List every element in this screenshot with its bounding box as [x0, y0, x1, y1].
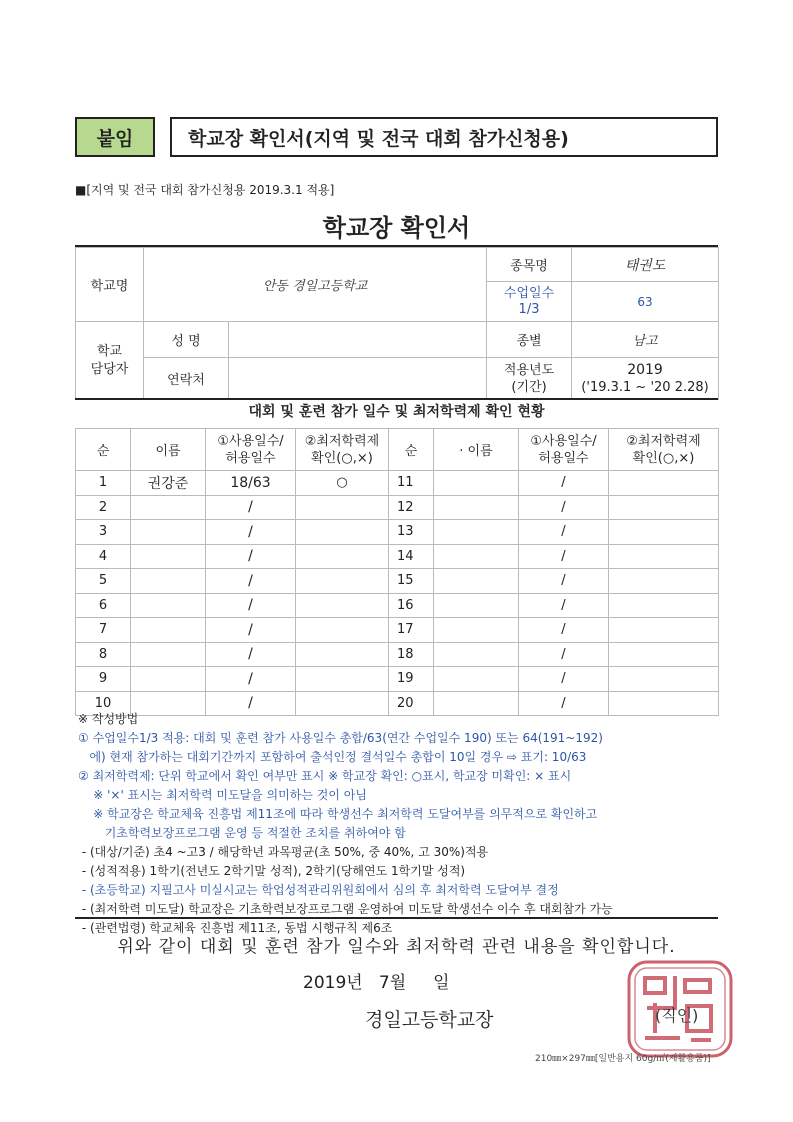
used-days: / [206, 667, 296, 692]
student-name [131, 593, 206, 618]
principal-signature: 경일고등학교장 [365, 1009, 494, 1031]
table-row [76, 520, 719, 545]
used-days: / [206, 642, 296, 667]
instruction-line: - (관련법령) 학교체육 진흥법 제11조, 동법 시행규칙 제6조 [78, 921, 393, 935]
instruction-line: ※ 학교장은 학교체육 진흥법 제11조에 따라 학생선수 최저학력 도달여부를 의무적으로 확인하고 [78, 807, 598, 821]
application-note: ■[지역 및 전국 대회 참가신청용 2019.3.1 적용] [75, 183, 335, 197]
header-no: 순 [76, 429, 131, 471]
header-used-days: ①사용일수/ 허용일수 [206, 429, 296, 471]
min-academic-check [296, 520, 389, 545]
student-name [131, 520, 206, 545]
student-name-right [434, 569, 519, 594]
used-days-right: / [519, 520, 609, 545]
page-title: 학교장 확인서 [322, 214, 471, 242]
student-name-right [434, 471, 519, 496]
used-days: / [206, 618, 296, 643]
instruction-line: 기초학력보장프로그램 운영 등 적절한 조치를 취하여야 함 [78, 826, 406, 840]
student-name-right [434, 667, 519, 692]
min-academic-check [296, 544, 389, 569]
contact-value [229, 358, 487, 400]
document-heading: 학교장 확인서(지역 및 전국 대회 참가신청용) [170, 117, 718, 157]
header-name: 이름 [131, 429, 206, 471]
row-number-right: 19 [389, 667, 434, 692]
row-number: 4 [76, 544, 131, 569]
row-number-right: 15 [389, 569, 434, 594]
name-label: 성 명 [144, 322, 229, 358]
used-days: / [206, 569, 296, 594]
instruction-line: ※ '×' 표시는 최저학력 미도달을 의미하는 것이 아님 [78, 788, 367, 802]
row-number-right: 12 [389, 495, 434, 520]
name-value [229, 322, 487, 358]
student-name-right [434, 593, 519, 618]
row-number: 1 [76, 471, 131, 496]
student-name-right [434, 495, 519, 520]
min-academic-check-right [609, 520, 719, 545]
used-days-right: / [519, 544, 609, 569]
attachment-badge: 붙임 [75, 117, 155, 157]
class-days-label: 수업일수 1/3 [487, 282, 572, 322]
student-name-right [434, 520, 519, 545]
min-academic-check-right [609, 495, 719, 520]
row-number-right: 16 [389, 593, 434, 618]
row-number: 7 [76, 618, 131, 643]
used-days-right: / [519, 618, 609, 643]
student-name [131, 618, 206, 643]
row-number: 9 [76, 667, 131, 692]
used-days-right: / [519, 495, 609, 520]
school-label: 학교명 [76, 248, 144, 322]
instruction-line: ① 수업일수1/3 적용: 대회 및 훈련 참가 사용일수 총합/63(연간 수업일수 190) 또는 64(191~192) [78, 731, 603, 745]
min-academic-check-right [609, 569, 719, 594]
student-name [131, 544, 206, 569]
year-label: 적용년도 (기간) [487, 358, 572, 400]
contact-label: 연락처 [144, 358, 229, 400]
school-value: 안동 경일고등학교 [144, 248, 487, 322]
min-academic-check-right [609, 618, 719, 643]
student-name-right [434, 618, 519, 643]
instruction-line: ② 최저학력제: 단위 학교에서 확인 여부만 표시 ※ 학교장 확인: ○표시, 학교장 미확인: × 표시 [78, 769, 572, 783]
info-table [75, 247, 719, 400]
used-days-right: / [519, 569, 609, 594]
row-number-right: 18 [389, 642, 434, 667]
year-value: 2019 ('19.3.1 ~ '20 2.28) [572, 358, 719, 400]
student-name [131, 569, 206, 594]
header-min-academic: ②최저학력제 확인(○,×) [296, 429, 389, 471]
used-days: / [206, 544, 296, 569]
student-name-right [434, 642, 519, 667]
min-academic-check [296, 642, 389, 667]
manager-label: 학교 담당자 [76, 322, 144, 400]
row-number-right: 17 [389, 618, 434, 643]
used-days: 18/63 [206, 471, 296, 496]
min-academic-check [296, 569, 389, 594]
seal-label: (직인) [655, 1006, 699, 1025]
min-academic-check [296, 618, 389, 643]
instruction-line: - (초등학교) 지필고사 미실시교는 학업성적관리위원회에서 심의 후 최저학력 도달여부 결정 [78, 883, 559, 897]
sport-label: 종목명 [487, 248, 572, 282]
row-number-right: 14 [389, 544, 434, 569]
row-number: 8 [76, 642, 131, 667]
category-label: 종별 [487, 322, 572, 358]
min-academic-check-right [609, 471, 719, 496]
header-min-academic-right: ②최저학력제 확인(○,×) [609, 429, 719, 471]
used-days-right: / [519, 642, 609, 667]
used-days: / [206, 691, 296, 716]
student-name [131, 642, 206, 667]
writing-instructions [78, 710, 728, 938]
min-academic-check: ○ [296, 471, 389, 496]
student-name [131, 667, 206, 692]
header-used-days-right: ①사용일수/ 허용일수 [519, 429, 609, 471]
row-number-right: 13 [389, 520, 434, 545]
student-name: 권강준 [131, 471, 206, 496]
student-name [131, 495, 206, 520]
table-row [76, 667, 719, 692]
class-days-value: 63 [572, 282, 719, 322]
instruction-line: ※ 작성방법 [78, 712, 139, 726]
used-days: / [206, 593, 296, 618]
instruction-line: - (성적적용) 1학기(전년도 2학기말 성적), 2학기(당해연도 1학기말 성적) [78, 864, 466, 878]
min-academic-check-right [609, 593, 719, 618]
sport-value: 태권도 [572, 248, 719, 282]
issue-date: 2019년 7월 일 [303, 973, 450, 993]
header-no-right: 순 [389, 429, 434, 471]
min-academic-check [296, 667, 389, 692]
used-days-right: / [519, 593, 609, 618]
table-header-row [76, 429, 719, 471]
table-row [76, 569, 719, 594]
bottom-rule [75, 917, 718, 919]
instruction-line: 에) 현재 참가하는 대회기간까지 포함하여 출석인정 결석일수 총합이 10일 경우 ⇨ 표기: 10/63 [78, 750, 587, 764]
table-row [76, 495, 719, 520]
paper-size-note: 210㎜×297㎜[일반용지 60g/㎡(재활용품)] [535, 1054, 711, 1064]
table-row [76, 544, 719, 569]
student-name-right [434, 544, 519, 569]
row-number: 3 [76, 520, 131, 545]
header-name-right: · 이름 [434, 429, 519, 471]
table-row [76, 471, 719, 496]
row-number: 10 [76, 691, 131, 716]
confirmation-statement: 위와 같이 대회 및 훈련 참가 일수와 최저학력 관련 내용을 확인합니다. [117, 937, 676, 957]
table-row [76, 618, 719, 643]
row-number: 6 [76, 593, 131, 618]
used-days: / [206, 520, 296, 545]
used-days-right: / [519, 667, 609, 692]
table-row [76, 642, 719, 667]
category-value: 남고 [572, 322, 719, 358]
used-days: / [206, 495, 296, 520]
section-rule [75, 398, 718, 400]
official-seal-stamp [625, 958, 735, 1060]
min-academic-check [296, 495, 389, 520]
row-number-right: 20 [389, 691, 434, 716]
section-title: 대회 및 훈련 참가 일수 및 최저학력제 확인 현황 [248, 404, 545, 420]
instruction-line: - (최저학력 미도달) 학교장은 기초학력보장프로그램 운영하여 미도달 학생선수 이수 후 대회참가 가능 [78, 902, 613, 916]
min-academic-check-right [609, 667, 719, 692]
row-number: 2 [76, 495, 131, 520]
row-number-right: 11 [389, 471, 434, 496]
instruction-line: - (대상/기준) 초4 ~고3 / 해당학년 과목평균(초 50%, 중 40%, 고 30%)적용 [78, 845, 489, 859]
used-days-right: / [519, 691, 609, 716]
row-number: 5 [76, 569, 131, 594]
used-days-right: / [519, 471, 609, 496]
min-academic-check [296, 593, 389, 618]
min-academic-check-right [609, 544, 719, 569]
participation-table [75, 428, 719, 716]
table-row [76, 593, 719, 618]
min-academic-check-right [609, 642, 719, 667]
